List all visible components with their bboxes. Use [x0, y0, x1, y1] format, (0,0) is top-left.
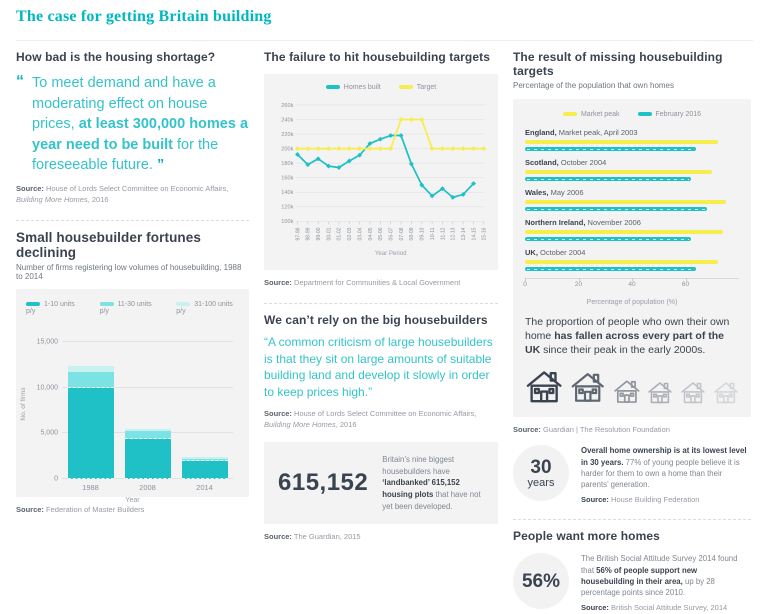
axis-tick-label: 40 [628, 281, 636, 288]
bar-segment [68, 372, 114, 387]
y-tick-label: 5,000 [40, 429, 58, 437]
thirty-years-text [581, 445, 751, 505]
y-tick-label: 260k [281, 102, 294, 109]
x-tick-label: 07-08 [398, 227, 405, 241]
bar-segment [125, 439, 171, 479]
y-tick-label: 200k [281, 146, 294, 153]
legend-label: Target [416, 84, 437, 91]
ownership-panel [513, 99, 751, 417]
x-tick-label: 04-05 [367, 227, 374, 241]
bar-chart-title: Small housebuilder fortunes declining [16, 229, 201, 260]
data-point-marker [471, 146, 476, 151]
quote-text-1: To meet demand and have a moderating effect on house prices, [32, 75, 216, 133]
data-point-marker [481, 146, 486, 151]
source-suffix: , 2016 [335, 419, 357, 429]
source-text: The Guardian, 2015 [291, 532, 361, 542]
bar-segment [182, 461, 228, 478]
data-point-marker [399, 117, 404, 122]
legend-swatch-icon [100, 302, 114, 306]
note-text-1: The proportion of people who own their own home [525, 316, 730, 342]
data-point-marker [378, 137, 383, 142]
hbar-row [525, 218, 739, 241]
y-tick-label: 180k [281, 161, 294, 168]
data-point-marker [357, 146, 362, 151]
data-point-marker [450, 146, 455, 151]
quote-big-housebuilders: “A common criticism of large housebuilders is that they sit on large amounts of suitable building land and develop it slowly in order to keep prices high.” [264, 334, 493, 400]
page-title: The case for getting Britain building [16, 8, 272, 25]
bar-legend [26, 301, 239, 315]
house-icon [647, 380, 673, 405]
x-tick-label: 08-09 [409, 227, 416, 241]
hbar-market-peak [525, 140, 718, 144]
data-point-marker [378, 146, 383, 151]
legend-label: February 2016 [655, 111, 702, 118]
source-housing-shortage [16, 184, 249, 206]
y-tick-label: 100k [281, 219, 294, 226]
stat-value: 56% [521, 570, 561, 592]
quote-text-2: for the foreseeable future. [32, 136, 219, 174]
hbar-february-2016 [525, 267, 696, 271]
landbank-stat-text [382, 454, 484, 512]
legend-item [176, 301, 239, 315]
source-label: Source: [264, 532, 292, 542]
house-icon [680, 380, 706, 405]
right-section-divider [513, 519, 751, 520]
source-text: House of Lords Select Committee on Economic Affairs, [291, 409, 477, 419]
stat-text-1: Britain’s nine biggest housebuilders have [382, 454, 455, 476]
axis-tick-label: 20 [574, 281, 583, 288]
hbar-market-peak [525, 260, 718, 264]
section-heading-big-housebuilders: We can’t rely on the big housebuilders [264, 312, 488, 327]
legend-swatch-icon [638, 112, 652, 116]
section-heading-housing-shortage: How bad is the housing shortage? [16, 50, 216, 64]
legend-label: Market peak [580, 111, 620, 118]
source-text: House Building Federation [608, 494, 700, 504]
house-icon [525, 368, 563, 405]
source-landbank [264, 532, 498, 543]
source-italic: Building More Homes [264, 419, 336, 429]
source-text: Federation of Master Builders [43, 504, 145, 514]
stat-text-2: up by 28 percentage points since 2010. [581, 577, 715, 598]
hbar-category-label [525, 158, 739, 167]
note-text-2: since their peak in the early 2000s. [540, 343, 706, 356]
hbar-category-bold: Scotland, [525, 158, 559, 167]
hbar-legend [525, 111, 739, 118]
ownership-note [525, 316, 739, 358]
bar-group-2014 [182, 457, 228, 478]
y-tick-label: 220k [281, 131, 294, 138]
quote-text-bold: at least 300,000 homes a year need to be built [32, 116, 249, 153]
data-point-marker [336, 146, 341, 151]
data-point-marker [326, 146, 331, 151]
y-axis-title: No. of firms [20, 387, 27, 421]
legend-label: Homes built [343, 84, 381, 91]
house-icons-row [525, 368, 739, 405]
landbank-stat-box [264, 442, 498, 524]
line-legend [272, 84, 490, 91]
stat-text-2: that have not yet been developed. [382, 489, 481, 511]
x-tick-label: 05-06 [378, 227, 385, 241]
hbar-market-peak [525, 170, 712, 174]
x-tick-label: 10-11 [429, 227, 436, 241]
stat-plain: 77% of young people believe it is harder for them to own a home than their parents’ generation. [581, 457, 740, 490]
x-tick-label: 06-07 [388, 227, 395, 241]
legend-swatch-icon [26, 302, 40, 306]
source-fifty-six [581, 603, 751, 614]
column-middle [264, 41, 498, 614]
hbar-category-label [525, 248, 739, 257]
stat-value: 30 [530, 456, 552, 478]
house-icon [613, 378, 641, 405]
x-axis-title: Year Period [374, 250, 407, 258]
source-text: Department for Communities & Local Government [291, 278, 461, 287]
y-tick-label: 240k [281, 117, 294, 124]
data-point-marker [440, 146, 445, 151]
source-ownership [513, 425, 751, 436]
source-label: Source: [264, 278, 292, 287]
hbar-market-peak [525, 230, 723, 234]
hbar-row [525, 188, 739, 211]
y-tick-label: 140k [281, 190, 294, 197]
source-suffix: , 2016 [87, 194, 109, 204]
legend-swatch-icon [399, 85, 413, 89]
x-tick-label: 01-02 [336, 227, 343, 241]
x-axis-title: Year [125, 496, 140, 504]
x-tick-label: 03-04 [357, 227, 364, 241]
fifty-six-badge [513, 553, 569, 609]
source-bar-chart [16, 505, 249, 516]
hbar-row [525, 158, 739, 181]
legend-item [638, 111, 702, 118]
source-label: Source: [581, 602, 609, 612]
x-tick-label: 02-03 [347, 227, 354, 241]
hbar-chart-subtitle: Percentage of the population that own homes [513, 81, 674, 90]
bar-group-2008 [125, 429, 171, 479]
data-point-marker [388, 146, 393, 151]
source-label: Source: [16, 183, 44, 193]
hbar-row [525, 128, 739, 151]
hbar-february-2016 [525, 147, 696, 151]
hbar-category-rest: October 2004 [558, 158, 607, 167]
hbar-category-bold: Wales, [525, 188, 549, 197]
hbar-row [525, 248, 739, 271]
landbank-stat-value: 615,152 [278, 469, 369, 497]
y-tick-label: 160k [281, 175, 294, 182]
hbar-chart-title: The result of missing housebuilding targets [513, 50, 723, 78]
x-tick-label: 00-01 [326, 227, 333, 241]
data-point-marker [430, 146, 435, 151]
hbar-category-rest: October 2004 [537, 248, 586, 257]
thirty-years-badge [513, 445, 569, 501]
data-point-marker [316, 146, 321, 151]
source-label: Source: [581, 494, 609, 504]
columns [16, 41, 753, 614]
hbar-category-label [525, 188, 739, 197]
column-left [16, 41, 249, 614]
axis-tick-label: 60 [681, 281, 690, 288]
line-chart-title: The failure to hit housebuilding targets [264, 50, 491, 64]
hbar-category-bold: Northern Ireland, [525, 218, 586, 227]
source-text: House of Lords Select Committee on Economic Affairs, [43, 183, 229, 193]
x-tick-label: 98-99 [305, 227, 312, 241]
column-right [513, 41, 751, 614]
x-tick-label: 1988 [82, 482, 99, 492]
y-tick-label: 0 [54, 475, 58, 483]
source-label: Source: [16, 504, 44, 514]
legend-label: 11-30 units p/y [99, 300, 152, 315]
legend-item [26, 301, 82, 315]
hbar-category-rest: May 2006 [548, 188, 584, 197]
data-point-marker [347, 146, 352, 151]
y-tick-label: 120k [281, 204, 294, 211]
legend-item [399, 84, 436, 91]
bar-plot-area [36, 329, 233, 483]
stat-bold: 56% of people support new housebuilding in their area, [581, 565, 698, 587]
x-tick-label: 2014 [196, 482, 213, 492]
data-point-marker [409, 117, 414, 122]
bar-chart-subtitle: Number of firms registering low volumes of housebuilding, 1988 to 2014 [16, 262, 242, 281]
data-point-marker [295, 146, 300, 151]
middle-section-divider [264, 303, 498, 304]
hbar-february-2016 [525, 237, 691, 241]
source-text: Guardian | The Resolution Foundation [540, 424, 670, 434]
quote-housing-shortage [16, 73, 249, 176]
left-section-divider [16, 220, 249, 221]
legend-swatch-icon [563, 112, 577, 116]
bar-chart-panel [16, 289, 249, 504]
series-line-homes-built [297, 136, 473, 198]
legend-swatch-icon [326, 85, 340, 89]
hbar-category-rest: November 2006 [585, 218, 641, 227]
stat-bold: Overall home ownership is at its lowest level in 30 years. [581, 446, 747, 467]
legend-item [326, 84, 381, 91]
hbar-category-label [525, 128, 739, 137]
legend-label: 31-100 units p/y [176, 300, 233, 315]
hbar-category-bold: UK, [525, 248, 538, 257]
x-tick-label: 15-16 [481, 227, 488, 241]
x-tick-label: 11-12 [440, 227, 447, 241]
house-icon [570, 370, 605, 404]
x-tick-label: 14-15 [471, 227, 478, 241]
hbar-market-peak [525, 200, 726, 204]
y-tick-label: 10,000 [36, 384, 58, 392]
source-label: Source: [513, 424, 541, 434]
close-quote-icon: ” [156, 157, 165, 174]
x-tick-labels [62, 483, 233, 492]
stat-text-bold: ‘landbanked’ 615,152 housing plots [382, 478, 460, 499]
open-quote-icon: “ [16, 73, 24, 90]
bar-segment [125, 431, 171, 438]
source-big-housebuilders [264, 409, 498, 431]
note-text-bold: has fallen across every part of the UK [525, 329, 725, 356]
source-line-chart [264, 278, 498, 289]
data-point-marker [305, 146, 310, 151]
hbar-category-bold: England, [525, 128, 557, 137]
y-tick-label: 15,000 [36, 338, 58, 346]
hbar-february-2016 [525, 207, 707, 211]
hbar-category-rest: Market peak, April 2003 [556, 128, 638, 137]
source-label: Source: [264, 409, 292, 419]
bar-plot-wrap [20, 329, 239, 483]
bar-group-1988 [68, 366, 114, 479]
data-point-marker [368, 146, 373, 151]
x-tick-label: 2008 [139, 482, 156, 492]
source-italic: Building More Homes [16, 194, 88, 204]
hbar-axis [525, 278, 739, 294]
hbar-category-label [525, 218, 739, 227]
axis-tick-label: 0 [523, 281, 527, 288]
section-heading-more-homes: People want more homes [513, 529, 660, 544]
thirty-years-stat [513, 445, 751, 505]
legend-item [100, 301, 159, 315]
legend-item [563, 111, 620, 118]
stat-text-1: The British Social Attitude Survey 2014 found that [581, 554, 738, 575]
hbar-axis-title: Percentage of population (%) [586, 299, 678, 306]
bars-row [62, 329, 233, 479]
legend-swatch-icon [176, 302, 190, 306]
x-tick-label: 09-10 [419, 227, 426, 241]
line-chart-svg [272, 91, 490, 260]
source-text: British Social Attitude Survey, 2014 [608, 602, 728, 612]
x-tick-label: 13-14 [461, 227, 468, 241]
fifty-six-stat [513, 553, 751, 613]
house-icon [713, 380, 739, 405]
legend-label: 1-10 units p/y [26, 300, 75, 315]
fifty-six-text [581, 553, 751, 613]
hbar-chart [525, 111, 739, 306]
x-tick-label: 97-98 [295, 227, 302, 241]
hbar-february-2016 [525, 177, 691, 181]
stat-unit: years [527, 476, 555, 489]
bar-segment [68, 388, 114, 479]
line-chart-panel [264, 74, 498, 270]
x-tick-label: 12-13 [450, 227, 457, 241]
data-point-marker [419, 117, 424, 122]
data-point-marker [461, 146, 466, 151]
x-tick-label: 99-00 [316, 227, 323, 241]
